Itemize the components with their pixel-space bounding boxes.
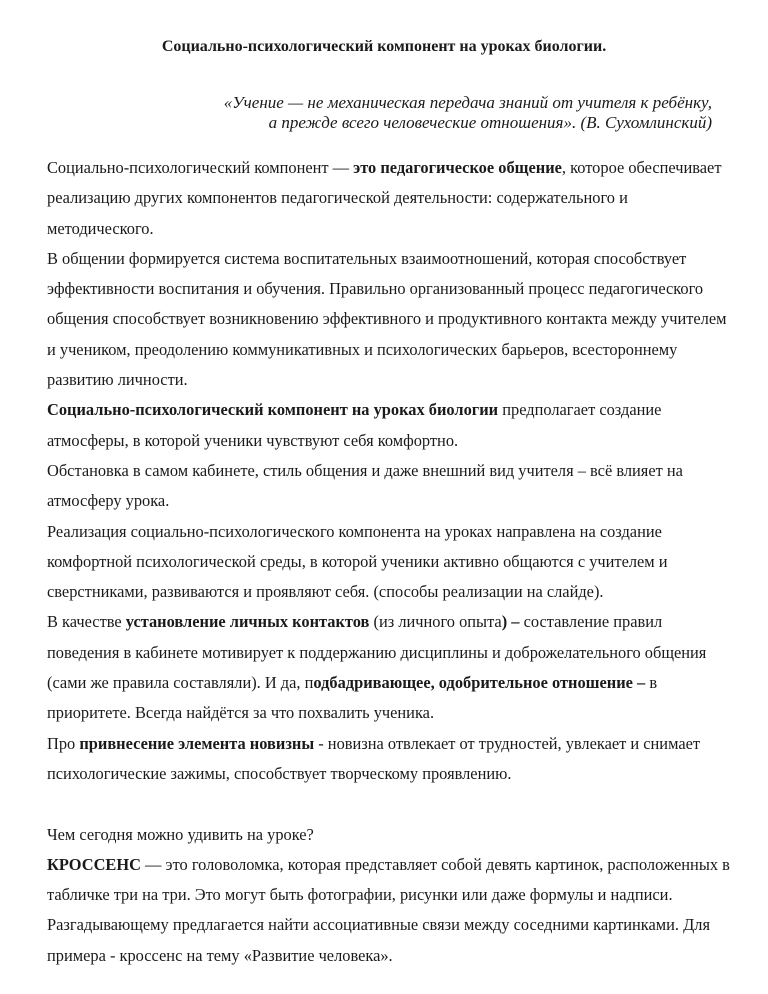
text-run: (из личного опыта bbox=[369, 612, 502, 632]
bold-text: Социально-психологический компонент на уроках биологии bbox=[47, 400, 499, 420]
bold-text: установление личных контактов bbox=[125, 612, 370, 632]
paragraph-question: Чем сегодня можно удивить на уроке? bbox=[47, 824, 314, 844]
text-run: , которое обеспечивает реализацию других компонентов педагогической деятельности: содержательного и методического. bbox=[47, 158, 722, 238]
quote-line-1: «Учение — не механическая передача знаний от учителя к ребёнку, bbox=[223, 93, 712, 112]
paragraph-biology-component bbox=[47, 395, 737, 456]
text-run: — это головоломка, которая представляет собой девять картинок, расположенных в табличке три на три. Это могут быть фотографии, рисунки или даже формулы и надписи. Разгадывающему предлагается найти ассоциативные связи между соседними картинками. Для примера - кроссенс на тему «Развитие человека». bbox=[47, 854, 730, 965]
text-run: предполагает создание атмосферы, в которой ученики чувствуют себя комфортно. bbox=[47, 400, 662, 450]
text-run: в приоритете. Всегда найдётся за что похвалить ученика. bbox=[47, 673, 658, 723]
epigraph-quote bbox=[224, 93, 712, 133]
paragraph-novelty bbox=[47, 729, 737, 790]
bold-text: ) – bbox=[501, 612, 524, 632]
paragraph-definition bbox=[47, 153, 737, 244]
paragraph-communication: В общении формируется система воспитательных взаимоотношений, которая способствует эффективности воспитания и обучения. Правильно организованный процесс педагогического общения способствует возникновению эффективного и продуктивного контакта между учителем и учеником, преодолению коммуникативных и психологических барьеров, всестороннему развитию личности. bbox=[47, 248, 727, 390]
text-run: В качестве bbox=[47, 612, 126, 632]
quote-line-2: а прежде всего человеческие отношения». (В. Сухомлинский) bbox=[268, 113, 712, 132]
text-run: Про bbox=[47, 733, 80, 753]
document-title: Социально-психологический компонент на уроках биологии. bbox=[161, 38, 607, 55]
paragraph-atmosphere: Обстановка в самом кабинете, стиль общения и даже внешний вид учителя – всё влияет на атмосферу урока. bbox=[47, 460, 683, 511]
text-run: составление правил поведения в кабинете мотивирует к поддержанию дисциплины и доброжелательного общения (сами же правила составляли). И да, п bbox=[47, 612, 707, 693]
bold-text: привнесение элемента новизны bbox=[79, 733, 315, 753]
text-run: - новизна отвлекает от трудностей, увлекает и снимает психологические зажимы, способствует творческому проявлению. bbox=[47, 733, 701, 783]
bold-text: КРОССЕНС bbox=[47, 854, 141, 874]
paragraph-implementation: Реализация социально-психологического компонента на уроках направлена на создание комфортной психологической среды, в которой ученики активно общаются с учителем и сверстниками, развиваются и проявляют себя. (способы реализации на слайде). bbox=[47, 521, 668, 602]
paragraph-personal-contacts bbox=[47, 607, 737, 728]
paragraph-spacer bbox=[47, 789, 737, 819]
document-body bbox=[47, 153, 737, 971]
bold-text: одбадривающее, одобрительное отношение bbox=[313, 673, 633, 693]
bold-text: – bbox=[632, 673, 650, 693]
text-run: Социально-психологический компонент — bbox=[47, 158, 354, 177]
paragraph-crossens bbox=[47, 850, 737, 971]
bold-text: это педагогическое общение bbox=[353, 158, 562, 177]
